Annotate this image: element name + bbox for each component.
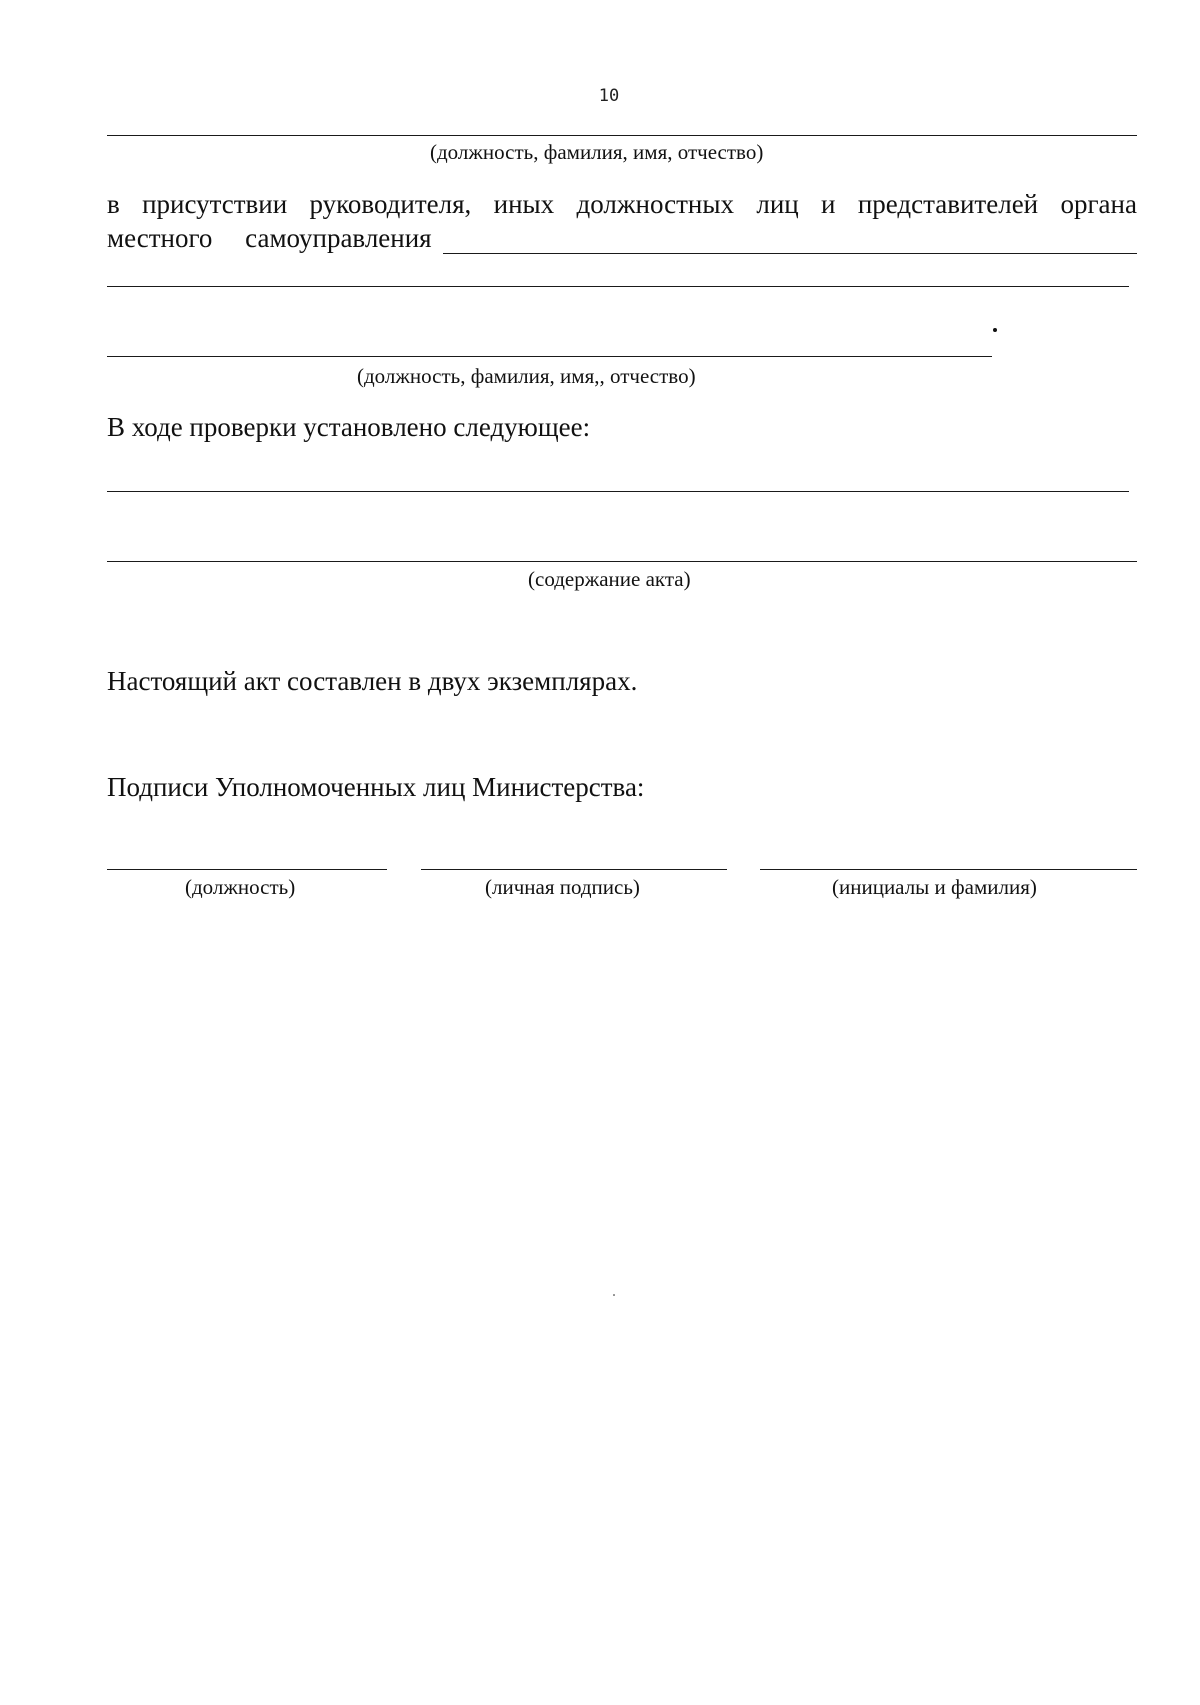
copies-statement: Настоящий акт составлен в двух экземплярах. — [107, 666, 638, 696]
official-name-caption: (должность, фамилия, имя, отчество) — [430, 140, 764, 164]
position-line — [107, 869, 387, 870]
position-caption: (должность) — [185, 875, 296, 899]
act-content-caption: (содержание акта) — [528, 567, 691, 591]
presence-word: лиц — [756, 189, 799, 219]
presence-word: местного — [107, 223, 213, 253]
page-number: 10 — [598, 86, 620, 106]
presence-word: иных — [493, 189, 555, 219]
initials-line — [760, 869, 1137, 870]
blank-line — [107, 286, 1129, 287]
local-government-fill-line — [443, 253, 1137, 254]
presence-word: представителей — [857, 189, 1039, 219]
official-name-caption-2: (должность, фамилия, имя,, отчество) — [357, 364, 696, 388]
official-name-line — [107, 135, 1137, 136]
findings-line-1 — [107, 491, 1129, 492]
initials-caption: (инициалы и фамилия) — [832, 875, 1037, 899]
official-name-line-2 — [107, 356, 992, 357]
presence-word: руководителя, — [309, 189, 472, 219]
findings-intro: В ходе проверки установлено следующее: — [107, 412, 591, 442]
stray-mark-dot — [613, 1294, 615, 1296]
signature-caption: (личная подпись) — [485, 875, 640, 899]
presence-word: в — [107, 189, 120, 219]
presence-word: присутствии — [142, 189, 288, 219]
presence-paragraph-line-1 — [107, 187, 1137, 221]
findings-line-2 — [107, 561, 1137, 562]
presence-word: и — [821, 189, 836, 219]
signatures-heading: Подписи Уполномоченных лиц Министерства: — [107, 772, 645, 802]
presence-paragraph-line-2 — [107, 221, 432, 255]
stray-mark-dot — [993, 328, 997, 332]
presence-word: органа — [1060, 189, 1137, 219]
signature-line — [421, 869, 727, 870]
presence-word: самоуправления — [245, 223, 432, 253]
presence-word: должностных — [576, 189, 735, 219]
